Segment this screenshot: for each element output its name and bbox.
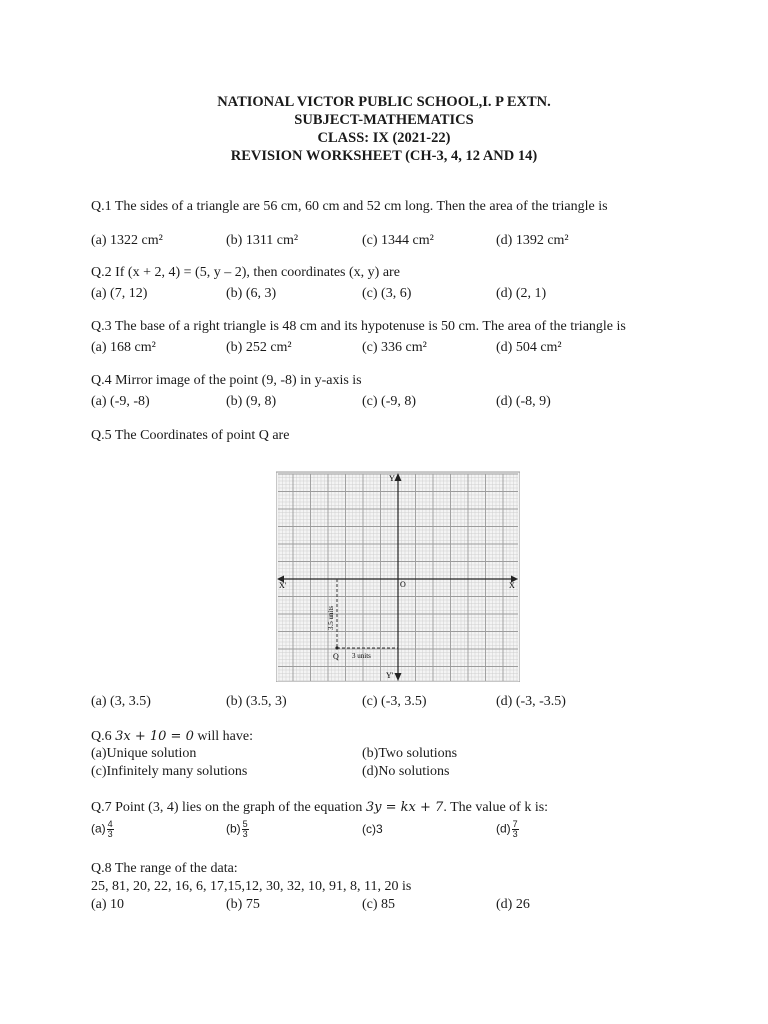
q6-option-c: (c)Infinitely many solutions [91,764,248,779]
q2-option-b: (b) (6, 3) [226,286,277,301]
q2-text: Q.2 If (x + 2, 4) = (5, y – 2), then coordinates (x, y) are [91,265,400,280]
origin-label: O [400,580,406,589]
q1-option-d: (d) 1392 cm² [496,233,569,248]
q7-option-b-fraction [242,820,249,839]
q7-option-b-label: (b) [226,821,241,836]
q6-option-b: (b)Two solutions [362,746,458,761]
q4-option-d: (d) (-8, 9) [496,394,551,409]
q2-option-c: (c) (3, 6) [362,286,412,301]
y-prime-label: Y' [386,671,394,680]
q7-text [91,800,548,816]
coordinate-graph [276,462,520,682]
q2-option-a: (a) (7, 12) [91,286,148,301]
q7-option-d-fraction [512,820,519,839]
fraction-denominator: 3 [512,829,518,839]
q7-option-d-label: (d) [496,821,511,836]
x-axis-label: X [509,581,515,590]
q6-equation: 3x + 10 = 0 [115,729,194,744]
q3-text: Q.3 The base of a right triangle is 48 cm and its hypotenuse is 50 cm. The area of the triangle is [91,319,626,334]
q7-option-c: (c)3 [362,822,383,836]
fraction-numerator: 7 [512,819,518,829]
q8-data-line: 25, 81, 20, 22, 16, 6, 17,15,12, 30, 32, 10, 91, 8, 11, 20 is [91,879,412,894]
q4-option-c: (c) (-9, 8) [362,394,417,409]
q8-option-a: (a) 10 [91,897,125,912]
q7-suffix: . The value of k is: [443,800,549,815]
x-prime-label: X' [279,581,287,590]
q3-option-a: (a) 168 cm² [91,340,156,355]
q7-prefix: Q.7 Point (3, 4) lies on the graph of the equation [91,800,366,815]
subject-title: SUBJECT-MATHEMATICS [294,112,474,128]
fraction-denominator: 3 [107,829,113,839]
q7-option-a [91,820,114,839]
horizontal-dimension-label: 3 units [352,652,371,660]
fraction-numerator: 5 [242,819,248,829]
q3-option-b: (b) 252 cm² [226,340,292,355]
q5-option-d: (d) (-3, -3.5) [496,694,566,709]
q3-option-c: (c) 336 cm² [362,340,427,355]
q5-option-a: (a) (3, 3.5) [91,694,151,709]
q4-text: Q.4 Mirror image of the point (9, -8) in y-axis is [91,373,362,388]
q7-option-a-fraction [107,820,114,839]
y-axis-label: Y [389,474,395,483]
q1-option-a: (a) 1322 cm² [91,233,163,248]
q5-option-c: (c) (-3, 3.5) [362,694,427,709]
vertical-dimension-label: 3.5 units [327,605,335,630]
q7-option-a-label: (a) [91,821,106,836]
q7-option-d [496,820,519,839]
point-q-label: Q [333,652,339,661]
q1-text: Q.1 The sides of a triangle are 56 cm, 60 cm and 52 cm long. Then the area of the triangle is [91,199,608,214]
q6-prefix: Q.6 [91,729,116,744]
q5-option-b: (b) (3.5, 3) [226,694,287,709]
q7-option-b [226,820,249,839]
point-q [335,646,338,649]
q3-option-d: (d) 504 cm² [496,340,562,355]
q8-option-c: (c) 85 [362,897,396,912]
q8-text: Q.8 The range of the data: [91,861,238,876]
q2-option-d: (d) (2, 1) [496,286,547,301]
q5-text: Q.5 The Coordinates of point Q are [91,428,290,443]
q4-option-a: (a) (-9, -8) [91,394,150,409]
class-line: CLASS: IX (2021-22) [317,130,451,146]
q4-option-b: (b) (9, 8) [226,394,277,409]
fraction-numerator: 4 [107,819,113,829]
worksheet-title: REVISION WORKSHEET (CH-3, 4, 12 AND 14) [230,148,538,164]
q8-option-b: (b) 75 [226,897,260,912]
q1-option-c: (c) 1344 cm² [362,233,434,248]
q8-option-d: (d) 26 [496,897,530,912]
q6-option-a: (a)Unique solution [91,746,197,761]
q6-text [91,729,253,745]
school-name: NATIONAL VICTOR PUBLIC SCHOOL,I. P EXTN. [217,94,551,110]
q7-equation: 3y = kx + 7 [365,800,444,815]
fraction-denominator: 3 [242,829,248,839]
q6-suffix: will have: [193,729,253,744]
q1-option-b: (b) 1311 cm² [226,233,299,248]
q6-option-d: (d)No solutions [362,764,450,779]
